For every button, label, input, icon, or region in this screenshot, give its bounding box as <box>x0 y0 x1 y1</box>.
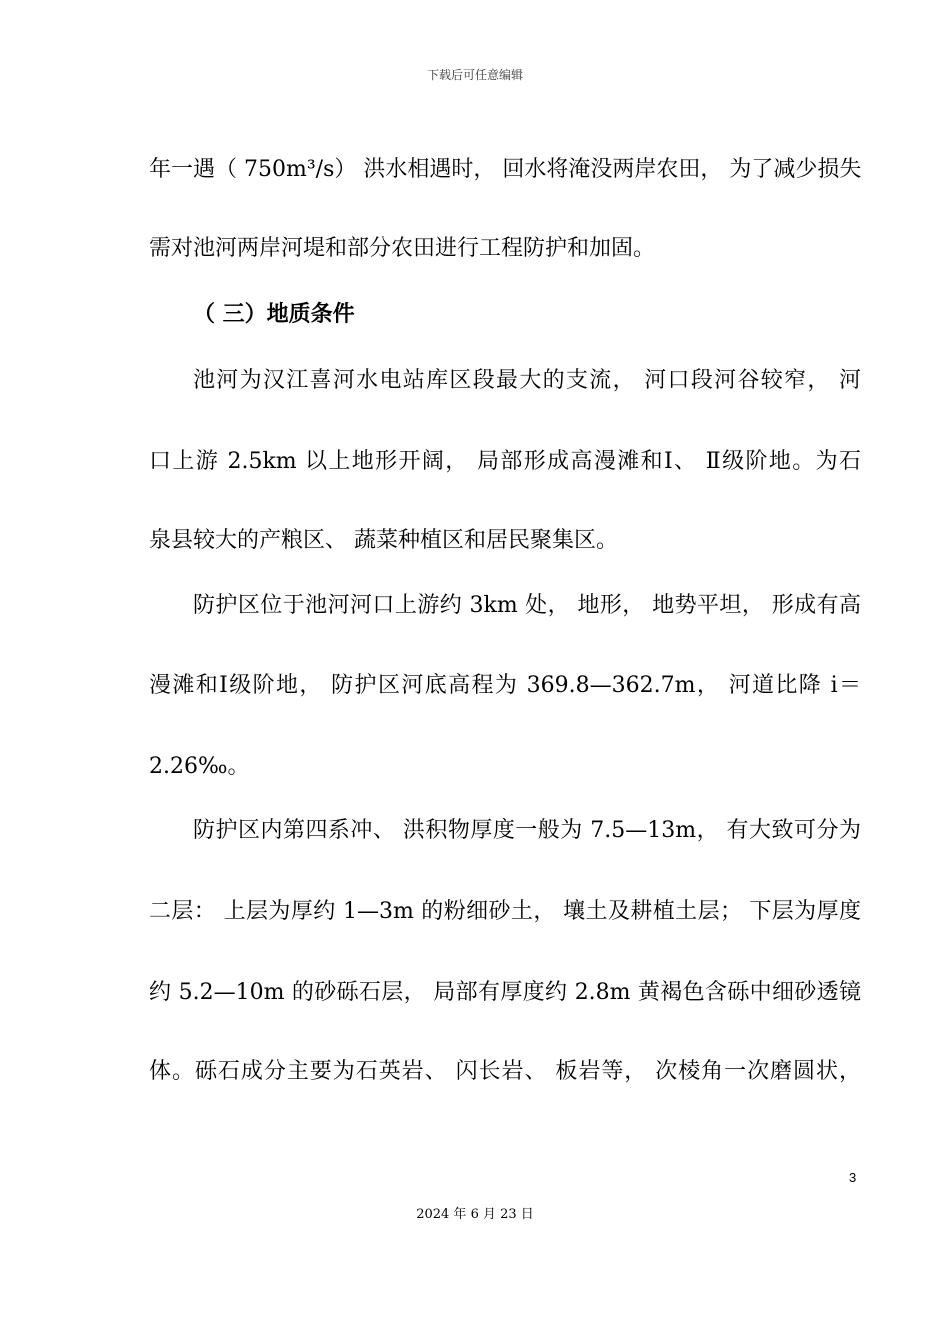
body-line-5: 泉县较大的产粮区、 蔬菜种植区和居民聚集区。 <box>149 528 618 553</box>
body-line-12: 体。砾石成分主要为石英岩、 闪长岩、 板岩等， 次棱角一次磨圆状， <box>149 1059 861 1084</box>
body-line-4: 口上游 2.5km 以上地形开阔， 局部形成高漫滩和Ⅰ、 Ⅱ级阶地。为石 <box>149 449 861 474</box>
body-line-10: 二层： 上层为厚约 1—3m 的粉细砂土， 壤土及耕植土层； 下层为厚度 <box>149 899 861 924</box>
body-line-1: 年一遇（ 750m³/s） 洪水相遇时， 回水将淹没两岸农田， 为了减少损失 <box>149 157 861 182</box>
body-line-6: 防护区位于池河河口上游约 3km 处， 地形， 地势平坦， 形成有高 <box>193 593 861 618</box>
page-number: 3 <box>849 1170 857 1185</box>
body-line-2: 需对池河两岸河堤和部分农田进行工程防护和加固。 <box>149 236 656 261</box>
body-line-8: 2.26‰。 <box>149 754 250 779</box>
body-line-3: 池河为汉江喜河水电站库区段最大的支流， 河口段河谷较窄， 河 <box>193 368 861 393</box>
footer-date: 2024 年 6 月 23 日 <box>416 1207 534 1222</box>
body-line-7: 漫滩和Ⅰ级阶地， 防护区河底高程为 369.8—362.7m， 河道比降 i＝ <box>149 673 861 698</box>
body-line-11: 约 5.2—10m 的砂砾石层， 局部有厚度约 2.8m 黄褐色含砾中细砂透镜 <box>149 980 861 1005</box>
body-line-9: 防护区内第四系冲、 洪积物厚度一般为 7.5—13m， 有大致可分为 <box>193 818 861 843</box>
section-heading: （ 三）地质条件 <box>193 302 355 327</box>
page-header: 下载后可任意编辑 <box>426 68 523 82</box>
